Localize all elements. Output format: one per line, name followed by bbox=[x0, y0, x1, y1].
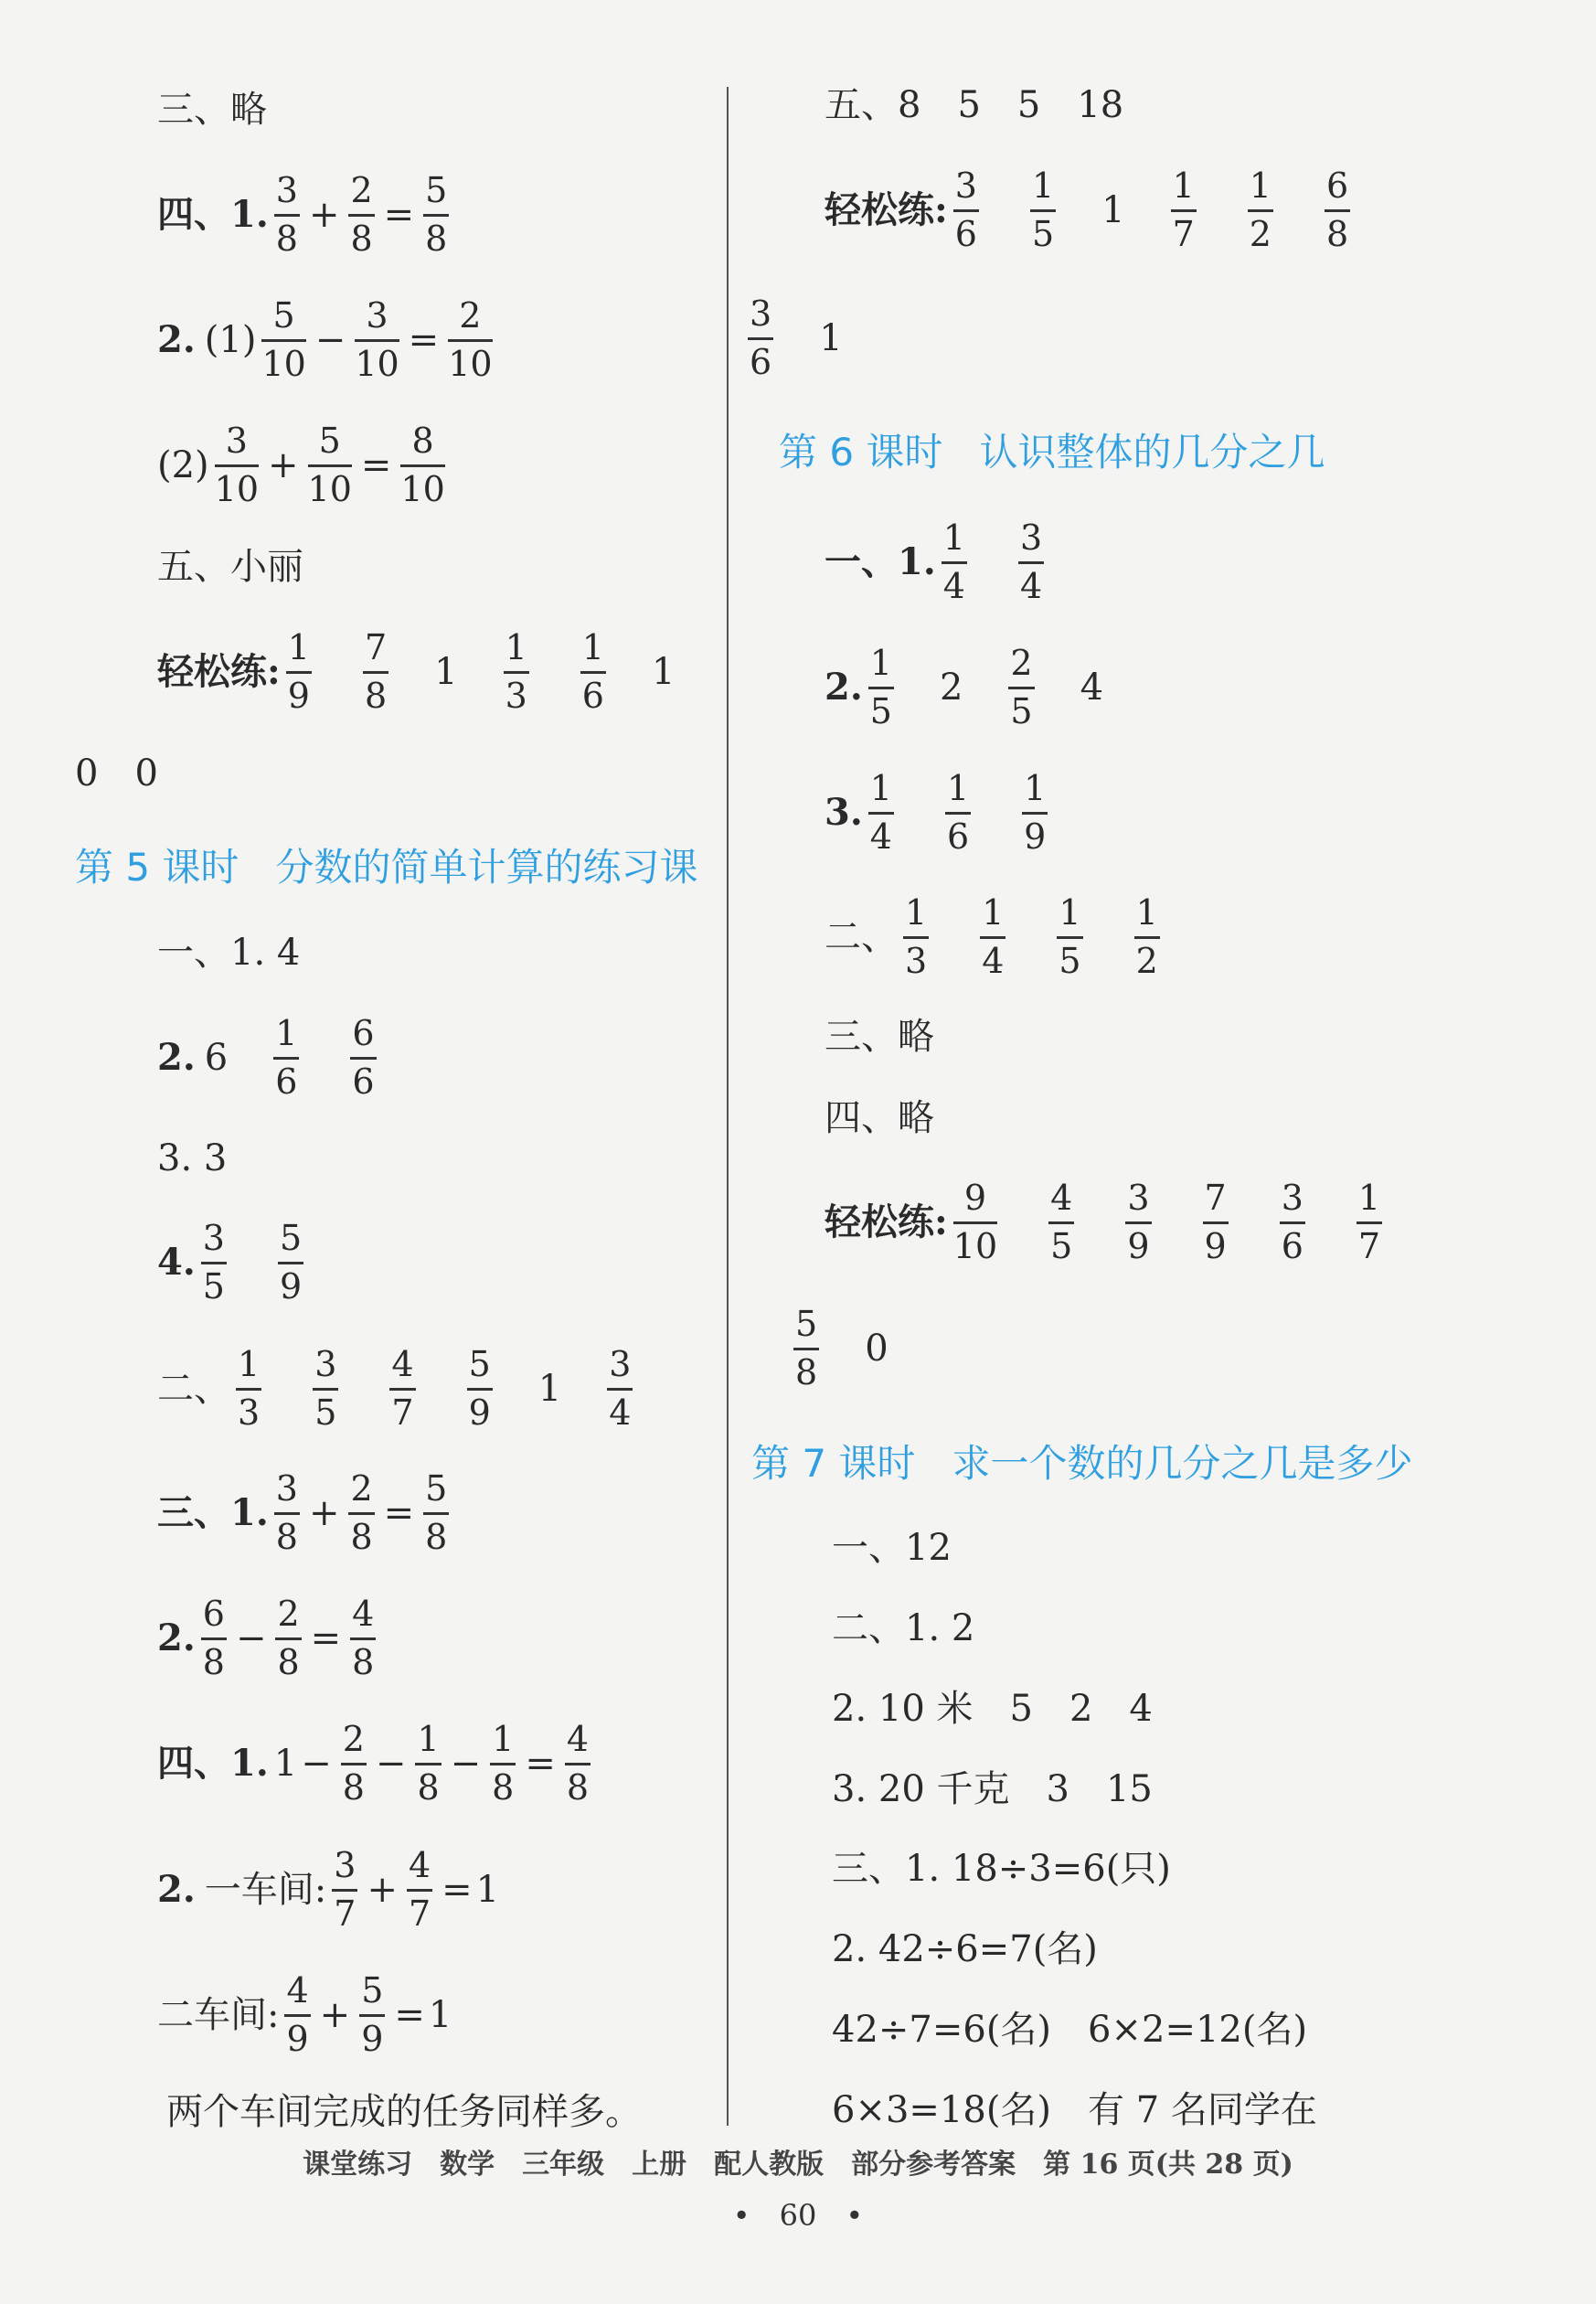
left-wu: 五、小丽 bbox=[157, 546, 303, 588]
left-yi-4: 4. $\frac{3}{5}$ $\frac{5}{9}$ bbox=[157, 1218, 303, 1307]
fraction: $\frac{1}{2}$ bbox=[1135, 892, 1158, 981]
right-line-4: 3. 20 千克 3 15 bbox=[832, 1768, 1153, 1810]
fraction: $\frac{4}{8}$ bbox=[352, 1594, 375, 1682]
right-wu: 五、8 5 5 18 bbox=[825, 84, 1124, 126]
fraction: $\frac{5}{8}$ bbox=[795, 1304, 818, 1392]
fraction: $\frac{1}{3}$ bbox=[505, 627, 527, 716]
fraction: $\frac{3}{8}$ bbox=[275, 170, 298, 259]
left-yi-1: 一、1. 4 bbox=[157, 932, 301, 974]
left-si-1: 四、1. $\frac{3}{8}$ + $\frac{2}{8}$ = $\frac{5}{8}$ bbox=[157, 170, 448, 259]
right-yi-2: 2. $\frac{1}{5}$ 2 $\frac{2}{5}$ 4 bbox=[825, 643, 1104, 731]
right-cont1: $\frac{3}{6}$ 1 bbox=[750, 293, 843, 382]
fraction: $\frac{2}{8}$ bbox=[350, 170, 373, 259]
fraction: $\frac{1}{4}$ bbox=[982, 892, 1005, 981]
right-cont2: $\frac{5}{8}$ 0 bbox=[795, 1304, 888, 1392]
left-conclusion: 两个车间完成的任务同样多。 bbox=[166, 2091, 642, 2133]
left-qsl: 轻松练: $\frac{1}{9}$ $\frac{7}{8}$ 1 $\frac{1}{3}$ $\frac{1}{6}$ 1 bbox=[157, 627, 676, 716]
fraction: $\frac{1}{5}$ bbox=[1031, 165, 1055, 254]
fraction: $\frac{3}{4}$ bbox=[1019, 517, 1043, 606]
fraction: $\frac{3}{10}$ bbox=[214, 421, 260, 509]
right-yi-3: 3. $\frac{1}{4}$ $\frac{1}{6}$ $\frac{1}{9}$ bbox=[825, 768, 1047, 857]
right-er: 二、 $\frac{1}{3}$ $\frac{1}{4}$ $\frac{1}{5}$ $\frac{1}{2}$ bbox=[825, 892, 1158, 981]
right-line-2: 二、1. 2 bbox=[832, 1607, 975, 1649]
fraction: $\frac{2}{8}$ bbox=[342, 1719, 365, 1808]
fraction: $\frac{6}{8}$ bbox=[1325, 165, 1349, 254]
fraction: $\frac{1}{7}$ bbox=[1357, 1178, 1381, 1266]
fraction: $\frac{4}{8}$ bbox=[566, 1719, 590, 1808]
fraction: $\frac{1}{6}$ bbox=[946, 768, 970, 857]
left-san-lue: 三、略 bbox=[157, 89, 267, 131]
fraction: $\frac{3}{4}$ bbox=[609, 1344, 632, 1433]
fraction: $\frac{1}{6}$ bbox=[581, 627, 604, 716]
fraction: $\frac{5}{10}$ bbox=[261, 295, 306, 384]
left-si2-1: 四、1. 1 − $\frac{2}{8}$ − $\frac{1}{8}$ − $\frac{1}{8}$ = $\frac{4}{8}$ bbox=[157, 1719, 590, 1808]
left-er: 二、 $\frac{1}{3}$ $\frac{3}{5}$ $\frac{4}{7}$ $\frac{5}{9}$ 1 $\frac{3}{4}$ bbox=[157, 1344, 632, 1433]
right-qsl2: 轻松练: $\frac{9}{10}$ $\frac{4}{5}$ $\frac{3}{9}$ $\frac{7}{9}$ $\frac{3}{6}$ $\frac{1}{7}$ bbox=[825, 1178, 1381, 1266]
fraction: $\frac{5}{8}$ bbox=[425, 170, 448, 259]
fraction: $\frac{1}{3}$ bbox=[905, 892, 928, 981]
left-si2-2: 2. 一车间: $\frac{3}{7}$ + $\frac{4}{7}$ = 1 bbox=[157, 1845, 500, 1934]
right-line-3: 2. 10 米 5 2 4 bbox=[832, 1688, 1153, 1730]
fraction: $\frac{4}{9}$ bbox=[286, 1970, 309, 2059]
left-si-2-1: 2. (1) $\frac{5}{10}$ − $\frac{3}{10}$ = $\frac{2}{10}$ bbox=[157, 295, 493, 384]
right-san: 三、略 bbox=[825, 1016, 934, 1058]
fraction: $\frac{1}{6}$ bbox=[275, 1013, 298, 1102]
fraction: $\frac{1}{4}$ bbox=[869, 768, 892, 857]
fraction: $\frac{3}{5}$ bbox=[202, 1218, 225, 1307]
fraction: $\frac{3}{6}$ bbox=[750, 293, 772, 382]
fraction: $\frac{1}{4}$ bbox=[942, 517, 965, 606]
fraction: $\frac{3}{10}$ bbox=[355, 295, 399, 384]
fraction: $\frac{2}{8}$ bbox=[350, 1468, 373, 1557]
right-line-6: 2. 42÷6=7(名) bbox=[832, 1928, 1098, 1970]
left-yi-2: 2. 6 $\frac{1}{6}$ $\frac{6}{6}$ bbox=[157, 1013, 375, 1102]
fraction: $\frac{1}{9}$ bbox=[1024, 768, 1047, 857]
left-zero-row: 0 0 bbox=[75, 752, 158, 795]
fraction: $\frac{4}{7}$ bbox=[391, 1344, 414, 1433]
fraction: $\frac{3}{9}$ bbox=[1127, 1178, 1150, 1266]
fraction: $\frac{6}{8}$ bbox=[202, 1594, 225, 1682]
fraction: $\frac{1}{8}$ bbox=[417, 1719, 440, 1808]
fraction: $\frac{6}{6}$ bbox=[352, 1013, 375, 1102]
fraction: $\frac{1}{5}$ bbox=[1059, 892, 1081, 981]
fraction: $\frac{1}{3}$ bbox=[238, 1344, 261, 1433]
fraction: $\frac{2}{8}$ bbox=[277, 1594, 300, 1682]
right-line-7: 42÷7=6(名) 6×2=12(名) bbox=[832, 2009, 1308, 2051]
fraction: $\frac{5}{8}$ bbox=[425, 1468, 448, 1557]
left-yi-3: 3. 3 bbox=[157, 1137, 228, 1179]
left-si2-3: 二车间: $\frac{4}{9}$ + $\frac{5}{9}$ = 1 bbox=[157, 1970, 452, 2059]
fraction: $\frac{1}{9}$ bbox=[287, 627, 310, 716]
footer-caption: 课堂练习 数学 三年级 上册 配人教版 部分参考答案 第 16 页(共 28 页) bbox=[303, 2149, 1293, 2181]
fraction: $\frac{1}{7}$ bbox=[1172, 165, 1195, 254]
fraction: $\frac{7}{9}$ bbox=[1204, 1178, 1227, 1266]
fraction: $\frac{3}{6}$ bbox=[954, 165, 977, 254]
fraction: $\frac{8}{10}$ bbox=[400, 421, 445, 509]
fraction: $\frac{3}{8}$ bbox=[275, 1468, 298, 1557]
right-si: 四、略 bbox=[825, 1097, 934, 1139]
fraction: $\frac{2}{10}$ bbox=[448, 295, 493, 384]
right-qsl1: 轻松练: $\frac{3}{6}$ $\frac{1}{5}$ 1 $\frac{1}{7}$ $\frac{1}{2}$ $\frac{6}{8}$ bbox=[825, 165, 1349, 254]
right-line-1: 一、12 bbox=[832, 1527, 952, 1569]
right-line-8: 6×3=18(名) 有 7 名同学在 bbox=[832, 2089, 1317, 2131]
fraction: $\frac{3}{6}$ bbox=[1281, 1178, 1303, 1266]
fraction: $\frac{9}{10}$ bbox=[952, 1178, 998, 1266]
right-yi-1: 一、1. $\frac{1}{4}$ $\frac{3}{4}$ bbox=[825, 517, 1043, 606]
fraction: $\frac{4}{7}$ bbox=[408, 1845, 431, 1934]
fraction: $\frac{3}{5}$ bbox=[314, 1344, 337, 1433]
fraction: $\frac{5}{9}$ bbox=[361, 1970, 384, 2059]
right-line-5: 三、1. 18÷3=6(只) bbox=[832, 1848, 1171, 1890]
fraction: $\frac{1}{8}$ bbox=[492, 1719, 515, 1808]
left-si-2-2: (2) $\frac{3}{10}$ + $\frac{5}{10}$ = $\frac{8}{10}$ bbox=[157, 421, 445, 509]
fraction: $\frac{3}{7}$ bbox=[334, 1845, 356, 1934]
page-number: • 60 • bbox=[732, 2198, 864, 2233]
heading-lesson-6: 第 6 课时 认识整体的几分之几 bbox=[779, 430, 1325, 475]
fraction: $\frac{2}{5}$ bbox=[1010, 643, 1033, 731]
left-san-2: 2. $\frac{6}{8}$ − $\frac{2}{8}$ = $\frac{4}{8}$ bbox=[157, 1594, 375, 1682]
column-divider bbox=[727, 87, 729, 2126]
fraction: $\frac{5}{9}$ bbox=[279, 1218, 303, 1307]
fraction: $\frac{5}{9}$ bbox=[468, 1344, 491, 1433]
fraction: $\frac{7}{8}$ bbox=[364, 627, 388, 716]
fraction: $\frac{5}{10}$ bbox=[307, 421, 352, 509]
fraction: $\frac{1}{5}$ bbox=[869, 643, 892, 731]
heading-lesson-5: 第 5 课时 分数的简单计算的练习课 bbox=[75, 845, 698, 890]
heading-lesson-7: 第 7 课时 求一个数的几分之几是多少 bbox=[751, 1441, 1413, 1486]
left-san-1: 三、1. $\frac{3}{8}$ + $\frac{2}{8}$ = $\frac{5}{8}$ bbox=[157, 1468, 448, 1557]
fraction: $\frac{1}{2}$ bbox=[1249, 165, 1271, 254]
fraction: $\frac{4}{5}$ bbox=[1050, 1178, 1073, 1266]
